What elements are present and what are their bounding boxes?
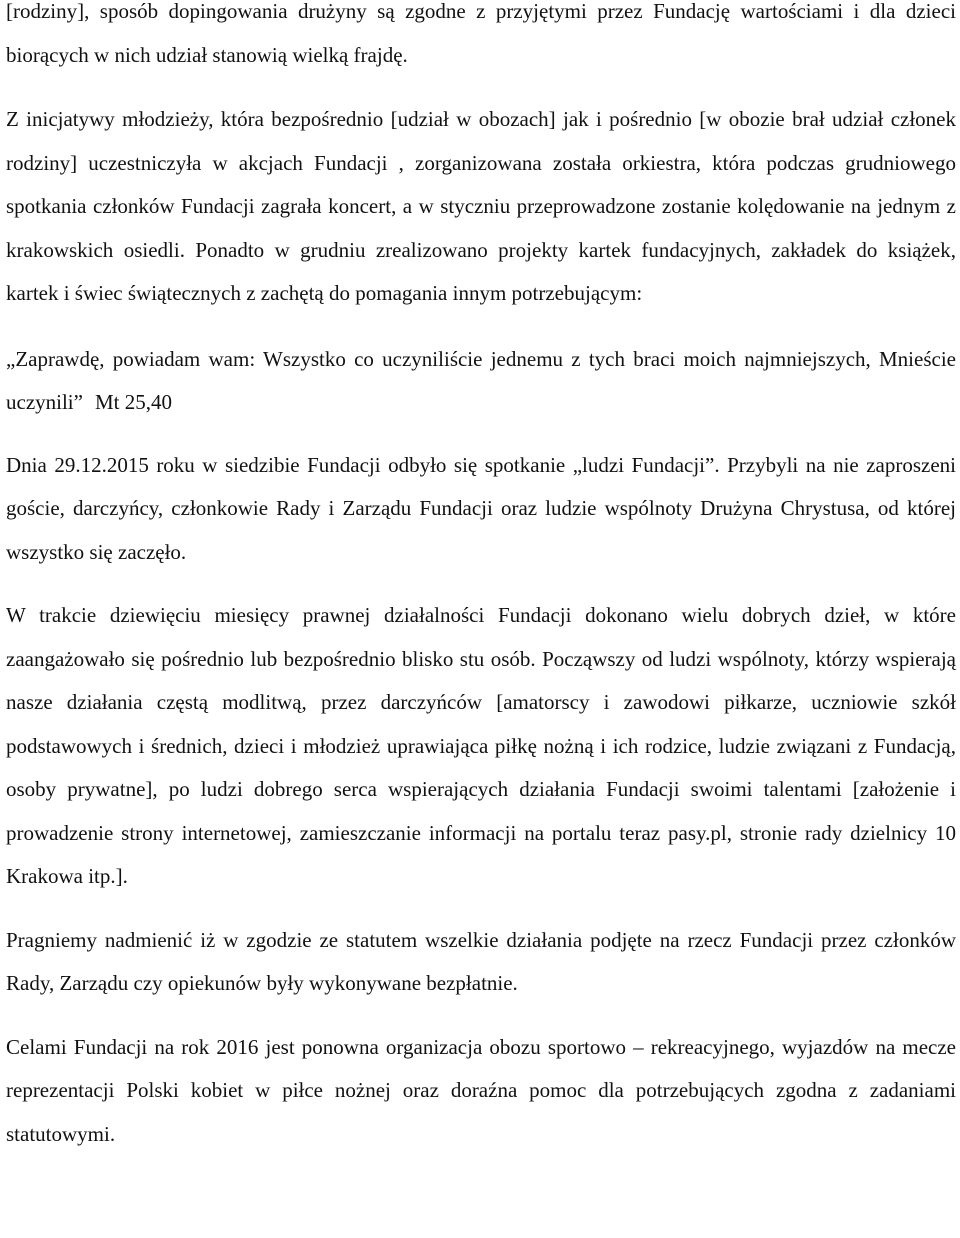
bible-quote-citation: Mt 25,40	[94, 390, 172, 414]
document-page	[6, 0, 956, 1238]
paragraph-youth-initiative: Z inicjatywy młodzieży, która bezpośrednio [udział w obozach] jak i pośrednio [w obozie brał udział członek rodziny] uczestniczyła w akcjach Fundacji , zorganizowana została orkiestra, która podczas grudniowego spotkania członków Fundacji zagrała koncert, a w styczniu przeprowadzone zostanie kolędowanie na jednym z krakowskich osiedli. Ponadto w grudniu zrealizowano projekty kartek fundacyjnych, zakładek do książek, kartek i świec świątecznych z zachętą do pomagania innym potrzebującym:	[6, 107, 956, 305]
bible-quote-text: „Zaprawdę, powiadam wam: Wszystko co uczyniliście jednemu z tych braci moich najmniejszych, Mnieście uczynili”	[6, 346, 956, 414]
paragraph-goals-2016: Celami Fundacji na rok 2016 jest ponowna organizacja obozu sportowo – rekreacyjnego, wyjazdów na mecze reprezentacji Polski kobiet w piłce nożnej oraz doraźna pomoc dla potrzebujących zgodna z zadaniami statutowymi.	[6, 1034, 956, 1146]
paragraph-free-of-charge: Pragniemy nadmienić iż w zgodzie ze statutem wszelkie działania podjęte na rzecz Fundacji przez członków Rady, Zarządu czy opiekunów były wykonywane bezpłatnie.	[6, 927, 956, 995]
paragraph-nine-months: W trakcie dziewięciu miesięcy prawnej działalności Fundacji dokonano wielu dobrych dzieł, w które zaangażowało się pośrednio lub bezpośrednio blisko stu osób. Począwszy od ludzi wspólnoty, którzy wspierają nasze działania częstą modlitwą, przez darczyńców [amatorscy i zawodowi piłkarze, uczniowie szkół podstawowych i średnich, dzieci i młodzież uprawiająca piłkę nożną i ich rodzice, ludzie związani z Fundacją, osoby prywatne], po ludzi dobrego serca wspierających działania Fundacji swoimi talentami [założenie i prowadzenie strony internetowej, zamieszczanie informacji na portalu teraz pasy.pl, stronie rady dzielnicy 10 Krakowa itp.].	[6, 603, 956, 888]
paragraph-intro-continued: [rodziny], sposób dopingowania drużyny są zgodne z przyjętymi przez Fundację wartościami i dla dzieci biorących w nich udział stanowią wielką frajdę.	[6, 0, 956, 67]
paragraph-meeting: Dnia 29.12.2015 roku w siedzibie Fundacji odbyło się spotkanie „ludzi Fundacji”. Przybyli na nie zaproszeni goście, darczyńcy, członkowie Rady i Zarządu Fundacji oraz ludzie wspólnoty Drużyna Chrystusa, od której wszystko się zaczęło.	[6, 452, 956, 564]
bible-quote	[6, 338, 956, 425]
